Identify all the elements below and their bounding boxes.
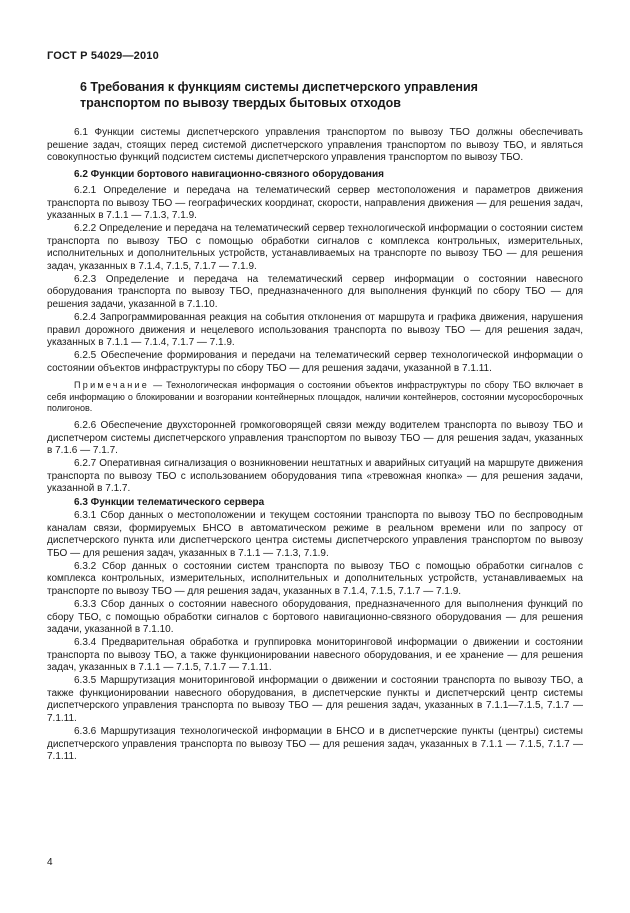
- paragraph-6-2-6: 6.2.6 Обеспечение двухсторонней громкоговорящей связи между водителем транспорта по вывозу ТБО и диспетчером системы диспетчерского управления транспортом по вывозу ТБО — для решения задач, указанных в 7.1.6 — 7.1.7.: [47, 419, 583, 457]
- subsection-heading-6-3: 6.3 Функции телематического сервера: [74, 497, 265, 509]
- paragraph-6-2-3: 6.2.3 Определение и передача на телематический сервер информации о состоянии навесного оборудования транспорта по вывозу ТБО, предназначенного для выполнения функций по сбору ТБО — для решения задачи, указанной в 7.1.10.: [47, 273, 583, 311]
- paragraph-6-3-4: 6.3.4 Предварительная обработка и группировка мониторинговой информации о движении и состоянии транспорта по вывозу ТБО, а также функционировании навесного оборудования, и ее хранение — для решения задач, указанных в 7.1.1 — 7.1.5, 7.1.7 — 7.1.11.: [47, 636, 583, 674]
- page-number: 4: [47, 857, 53, 868]
- document-body: [47, 127, 583, 764]
- note: [47, 380, 583, 414]
- paragraph-6-2-4: 6.2.4 Запрограммированная реакция на события отклонения от маршрута и графика движения, нарушения правил дорожного движения и нецелевого использования транспорта по вывозу ТБО — для решения задач, указанных в 7.1.1 — 7.1.4, 7.1.7 — 7.1.9.: [47, 311, 583, 349]
- paragraph-6-3-3: 6.3.3 Сбор данных о состоянии навесного оборудования, предназначенного для выполнения функций по сбору ТБО, с помощью обработки сигналов с бортового навигационно-связного оборудования — для решения задачи, указанной в 7.1.10.: [47, 598, 583, 636]
- paragraph-6-2-7: 6.2.7 Оперативная сигнализация о возникновении нештатных и аварийных ситуаций на маршруте движения транспорта по вывозу ТБО с использованием оборудования типа «тревожная кнопка» — для решения задачи, указанной в 7.1.7.: [47, 458, 583, 495]
- section-title-line-1: 6 Требования к функциям системы диспетчерского управления: [80, 80, 478, 94]
- section-title-line-2: транспортом по вывозу твердых бытовых отходов: [80, 96, 401, 110]
- section-title: [80, 79, 580, 111]
- paragraph-6-3-1: 6.3.1 Сбор данных о местоположении и текущем состоянии транспорта по вывозу ТБО по беспроводным каналам связи, формируемых БНСО в автоматическом режиме в реальном времени или по запросу от диспетчерского пункта или диспетчерского центра системы диспетчерского управления транспортом по вывозу ТБО — для решения задач, указанных в 7.1.1 — 7.1.3, 7.1.9.: [47, 509, 583, 559]
- paragraph-6-3-2: 6.3.2 Сбор данных о состоянии систем транспорта по вывозу ТБО с помощью обработки сигналов с комплекса контрольных, измерительных, исполнительных и дополнительных устройств, устанавливаемых на транспорте по вывозу ТБО — для решения задач, указанных в 7.1.4, 7.1.5, 7.1.7 — 7.1.9.: [47, 560, 583, 598]
- paragraph-6-3-5: 6.3.5 Маршрутизация мониторинговой информации о движении и состоянии транспорта по вывозу ТБО, а также функционировании навесного оборудования, в диспетчерские пункты и диспетчерский центр системы диспетчерского управления транспорта по вывозу ТБО — для решения задач, указанных в 7.1.1—7.1.5, 7.1.7 — 7.1.11.: [47, 675, 583, 725]
- paragraph-6-1: 6.1 Функции системы диспетчерского управления транспортом по вывозу ТБО должны обеспечивать решение задач, стоящих перед системой диспетчерского управления транспортом по вывозу ТБО, и являться совокупностью функций подсистем системы диспетчерского управления транспортом по вывозу ТБО.: [47, 127, 583, 164]
- paragraph-6-2-2: 6.2.2 Определение и передача на телематический сервер технологической информации о состоянии систем транспорта по вывозу ТБО с помощью обработки сигналов с комплекса контрольных, измерительных, исполнительных и дополнительных устройств, устанавливаемых на транспорте по вывозу ТБО — для решения задач, указанных в 7.1.4, 7.1.5, 7.1.7 — 7.1.9.: [47, 222, 583, 273]
- subsection-heading-6-2: 6.2 Функции бортового навигационно-связного оборудования: [74, 169, 384, 181]
- paragraph-6-3-6: 6.3.6 Маршрутизация технологической информации в БНСО и в диспетчерские пункты (центры) системы диспетчерского управления транспорта по вывозу ТБО — для решения задач, указанных в 7.1.1 — 7.1.5, 7.1.7 — 7.1.11.: [47, 725, 583, 763]
- paragraph-6-2-5: 6.2.5 Обеспечение формирования и передачи на телематический сервер технологической информации о состоянии объектов инфраструктуры по сбору ТБО — для решения задачи, указанной в 7.1.11.: [47, 349, 583, 374]
- note-text: — Технологическая информация о состоянии объектов инфраструктуры по сбору ТБО включает в себя информацию о блокировании и возгорании контейнерных площадок, наличии контейнеров, состоянии мусоросборочных полигонов.: [47, 380, 583, 413]
- paragraph-6-2-1: 6.2.1 Определение и передача на телематический сервер местоположения и параметров движения транспорта по вывозу ТБО — географических координат, скорости, направления движения — для решения задач, указанных в 7.1.1 — 7.1.3, 7.1.9.: [47, 184, 583, 222]
- note-label: Примечание: [74, 380, 150, 391]
- document-header: ГОСТ Р 54029—2010: [47, 50, 159, 62]
